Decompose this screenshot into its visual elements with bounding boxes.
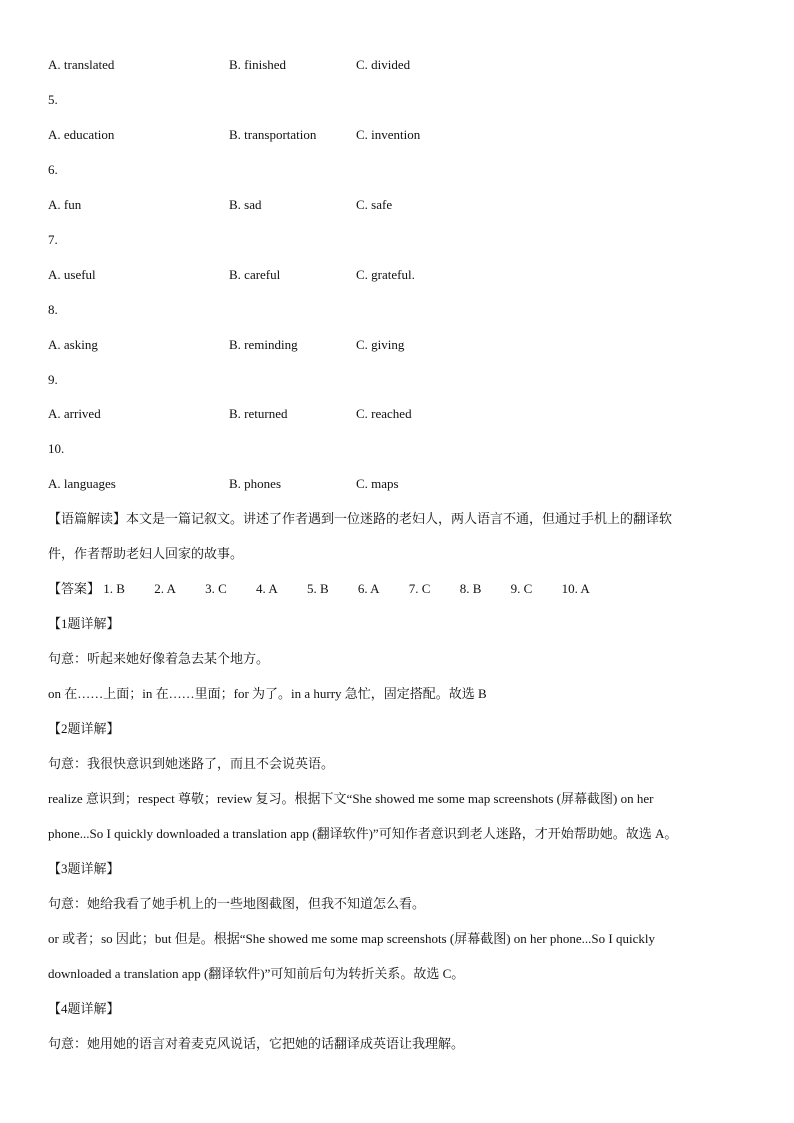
- reading-intro-line: 件，作者帮助老妇人回家的故事。: [48, 546, 244, 561]
- option-c: C. giving: [356, 337, 405, 352]
- answer-item: 4. A: [256, 581, 278, 596]
- detail-line: 句意：她给我看了她手机上的一些地图截图，但我不知道怎么看。: [48, 896, 426, 911]
- option-b: B. phones: [229, 476, 281, 491]
- option-b: B. sad: [229, 197, 262, 212]
- question-options-row: [0, 405, 794, 423]
- detail-line: downloaded a translation app (翻译软件)”可知前后句为转折关系。故选 C。: [48, 966, 465, 981]
- answer-item: 9. C: [510, 581, 533, 596]
- detail-title: 【1题详解】: [48, 616, 120, 631]
- option-a: A. translated: [48, 57, 115, 72]
- answer-item: 1. B: [103, 581, 125, 596]
- detail-line: realize 意识到；respect 尊敬；review 复习。根据下文“She showed me some map screenshots (屏幕截图) on her: [48, 791, 654, 806]
- question-number: 8.: [48, 302, 58, 317]
- answer-item: 2. A: [154, 581, 176, 596]
- option-c: C. invention: [356, 127, 421, 142]
- option-b: B. reminding: [229, 337, 298, 352]
- option-c: C. safe: [356, 197, 393, 212]
- option-a: A. asking: [48, 337, 98, 352]
- question-options-row: [0, 475, 794, 493]
- answer-item: 6. A: [357, 581, 380, 596]
- detail-title: 【2题详解】: [48, 721, 120, 736]
- detail-line: 句意：我很快意识到她迷路了，而且不会说英语。: [48, 756, 335, 771]
- option-c: C. maps: [356, 476, 399, 491]
- option-b: B. finished: [229, 57, 287, 72]
- question-number: 5.: [48, 92, 58, 107]
- question-options-row: [0, 126, 794, 144]
- option-a: A. languages: [48, 476, 116, 491]
- option-b: B. returned: [229, 406, 288, 421]
- option-c: C. divided: [356, 57, 411, 72]
- question-number: 6.: [48, 162, 58, 177]
- option-a: A. education: [48, 127, 115, 142]
- option-a: A. fun: [48, 197, 82, 212]
- detail-line: phone...So I quickly downloaded a translation app (翻译软件)”可知作者意识到老人迷路，才开始帮助她。故选 A。: [48, 826, 678, 841]
- option-c: C. reached: [356, 406, 412, 421]
- question-options-row: [0, 56, 794, 74]
- option-a: A. useful: [48, 267, 96, 282]
- option-c: C. grateful.: [356, 267, 415, 282]
- detail-line: or 或者；so 因此；but 但是。根据“She showed me some map screenshots (屏幕截图) on her phone...So I quickly: [48, 931, 655, 946]
- option-a: A. arrived: [48, 406, 101, 421]
- answer-item: 3. C: [205, 581, 227, 596]
- answer-item: 5. B: [306, 581, 329, 596]
- answer-key: [48, 580, 616, 598]
- question-options-row: [0, 336, 794, 354]
- question-options-row: [0, 266, 794, 284]
- detail-line: 句意：听起来她好像着急去某个地方。: [48, 651, 270, 666]
- answer-item: 7. C: [408, 581, 431, 596]
- detail-line: 句意：她用她的语言对着麦克风说话，它把她的话翻译成英语让我理解。: [48, 1036, 465, 1051]
- detail-title: 【4题详解】: [48, 1001, 120, 1016]
- question-number: 10.: [48, 441, 65, 456]
- detail-title: 【3题详解】: [48, 861, 120, 876]
- reading-intro-line: 【语篇解读】本文是一篇记叙文。讲述了作者遇到一位迷路的老妇人，两人语言不通，但通过手机上的翻译软: [48, 511, 673, 526]
- question-number: 7.: [48, 232, 58, 247]
- question-options-row: [0, 196, 794, 214]
- question-number: 9.: [48, 372, 58, 387]
- answer-item: 8. B: [459, 581, 482, 596]
- detail-line: on 在……上面；in 在……里面；for 为了。in a hurry 急忙，固定搭配。故选 B: [48, 686, 487, 701]
- option-b: B. careful: [229, 267, 281, 282]
- answer-item: 10. A: [561, 581, 590, 596]
- option-b: B. transportation: [229, 127, 317, 142]
- answer-label: 【答案】: [48, 581, 101, 596]
